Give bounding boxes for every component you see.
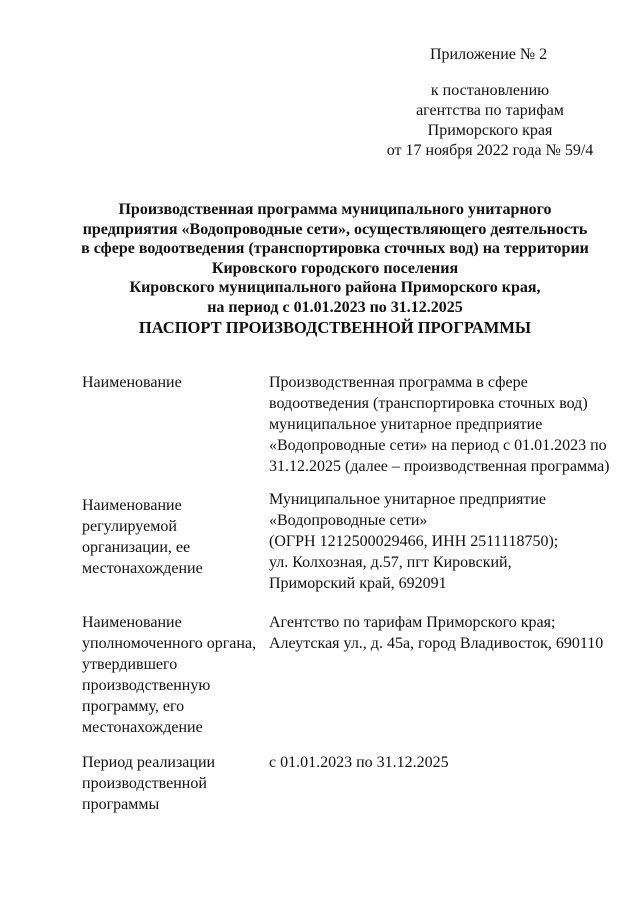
row-label-line: программы <box>82 796 160 813</box>
row-value-line: Алеутская ул., д. 45а, город Владивосток, 690110 <box>269 635 604 652</box>
row-value-line: водоотведения (транспортировка сточных вод) <box>269 395 588 412</box>
row-value <box>269 372 609 477</box>
row-label-line: Наименование <box>82 614 182 631</box>
row-value-line: Приморский край, 692091 <box>269 575 447 592</box>
row-value-line: Муниципальное унитарное предприятие <box>269 491 547 508</box>
row-label-line: Период реализации <box>82 754 216 771</box>
row-value-line: «Водопроводные сети» <box>269 512 428 529</box>
program-title-line: предприятия «Водопроводные сети», осуществляющего деятельность <box>82 220 588 238</box>
row-label-line: местонахождение <box>82 560 203 577</box>
row-label-line: уполномоченного органа, <box>82 635 257 652</box>
row-value-line: муниципальное унитарное предприятие <box>269 416 543 433</box>
row-label-line: Наименование <box>82 497 182 514</box>
row-label-line: Наименование <box>82 374 182 391</box>
row-value <box>269 612 609 654</box>
row-label-line: производственную <box>82 677 211 694</box>
row-label-line: производственной <box>82 775 207 792</box>
appendix-line: от 17 ноября 2022 года № 59/4 <box>386 142 594 159</box>
row-value-line: «Водопроводные сети» на период с 01.01.2023 по <box>269 437 607 454</box>
row-value-line: с 01.01.2023 по 31.12.2025 <box>269 754 449 771</box>
row-label-line: регулируемой <box>82 518 177 535</box>
appendix-line: Приморского края <box>427 122 553 139</box>
row-value-line: (ОГРН 1212500029466, ИНН 2511118750); <box>269 533 559 550</box>
row-label-line: организации, ее <box>82 539 191 556</box>
program-title <box>80 200 590 317</box>
row-value <box>269 489 609 594</box>
row-value-line: 31.12.2025 (далее – производственная программа) <box>269 458 610 475</box>
row-value-line: ул. Колхозная, д.57, пгт Кировский, <box>269 554 512 571</box>
program-title-line: на период с 01.01.2023 по 31.12.2025 <box>207 298 463 316</box>
program-title-line: в сфере водоотведения (транспортировка сточных вод) на территории <box>81 240 589 257</box>
passport-heading: ПАСПОРТ ПРОИЗВОДСТВЕННОЙ ПРОГРАММЫ <box>138 318 532 337</box>
row-label <box>82 495 262 579</box>
appendix-line: к постановлению <box>430 82 550 99</box>
program-title-line: Производственная программа муниципального унитарного <box>118 201 552 218</box>
appendix-reference <box>370 81 610 161</box>
row-label-line: программу, его <box>82 698 185 715</box>
row-label-line: утвердившего <box>82 656 178 673</box>
appendix-line: агентства по тарифам <box>416 102 564 119</box>
row-label-line: местонахождение <box>82 719 203 736</box>
program-title-line: Кировского городского поселения <box>211 259 459 277</box>
row-label <box>82 612 262 738</box>
row-value-line: Производственная программа в сфере <box>269 374 528 391</box>
row-value-line: Агентство по тарифам Приморского края; <box>269 614 556 631</box>
row-label <box>82 372 262 393</box>
program-title-line: Кировского муниципального района Приморского края, <box>129 279 541 296</box>
row-value <box>269 752 609 773</box>
appendix-title: Приложение № 2 <box>430 46 548 63</box>
row-label <box>82 752 262 815</box>
